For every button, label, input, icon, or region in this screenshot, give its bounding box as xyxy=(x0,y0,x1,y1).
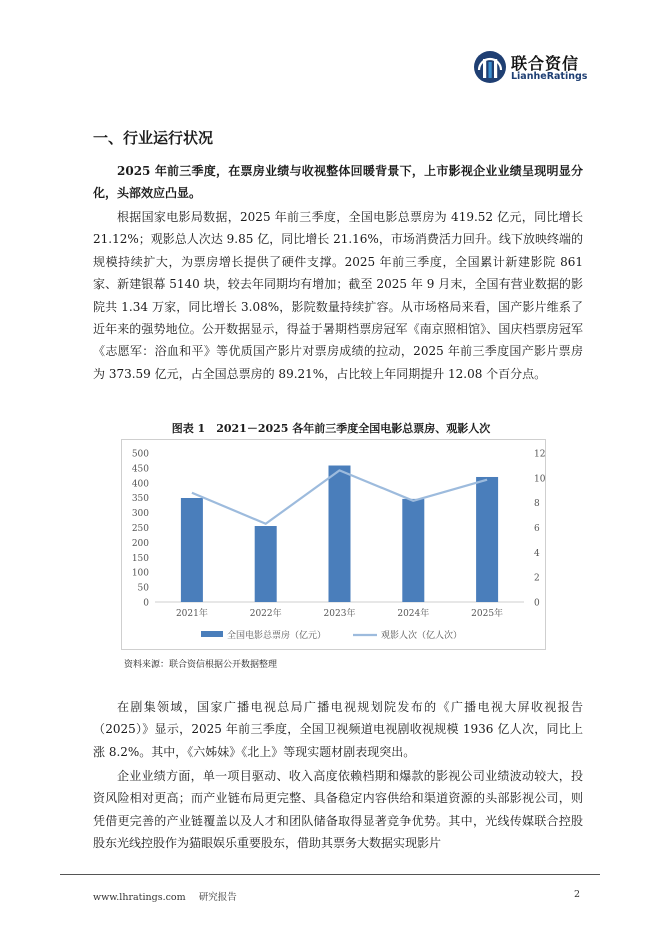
left-axis-tick: 150 xyxy=(131,553,149,564)
x-axis-tick: 2021年 xyxy=(175,609,208,619)
left-axis-tick: 500 xyxy=(131,449,149,460)
right-axis-tick: 6 xyxy=(534,524,540,534)
footer-divider xyxy=(60,874,600,875)
page-number: 2 xyxy=(574,889,581,900)
right-axis-tick: 4 xyxy=(534,548,540,559)
left-axis-tick: 100 xyxy=(131,568,149,579)
left-axis-tick: 0 xyxy=(143,598,149,609)
bar-box-office xyxy=(329,466,351,602)
legend-swatch-box-office xyxy=(201,631,223,637)
legend-label-audience: 观影人次（亿人次） xyxy=(381,631,463,641)
footer-website[interactable]: www.lhratings.com xyxy=(93,892,186,903)
right-axis-tick: 8 xyxy=(534,499,540,510)
bar-box-office xyxy=(255,526,277,602)
right-axis-tick: 10 xyxy=(534,474,546,485)
logo-text-en: LianheRatings xyxy=(511,71,588,82)
left-axis-tick: 450 xyxy=(131,464,149,475)
x-axis-tick: 2025年 xyxy=(471,609,504,619)
x-axis-tick: 2022年 xyxy=(249,609,282,619)
right-axis-tick: 0 xyxy=(534,598,540,609)
left-axis-tick: 200 xyxy=(131,538,149,549)
lead-paragraph: 2025 年前三季度，在票房业绩与收视整体回暖背景下，上市影视企业业绩呈现明显分化，头部效应凸显。 xyxy=(93,164,583,201)
left-axis-tick: 350 xyxy=(131,494,149,505)
left-axis-tick: 250 xyxy=(131,524,149,534)
tv-drama-paragraph: 在剧集领域，国家广播电视总局广播电视规划院发布的《广播电视大屏收视报告（2025）》显示，2025 年前三季度，全国卫视频道电视剧收视规模 1936 亿人次，同比上涨 8.2%。其中，《六姊妹》《北上》等现实题材剧表现突出。 xyxy=(93,700,583,759)
figure-source: 资料来源：联合资信根据公开数据整理 xyxy=(124,660,278,670)
company-performance-paragraph: 企业业绩方面，单一项目驱动、收入高度依赖档期和爆款的影视公司业绩波动较大，投资风险相对更高；而产业链布局更完整、具备稳定内容供给和渠道资源的头部影视公司，则凭借更完善的产业链覆盖以及人才和团队储备取得显著竞争优势。其中，光线传媒联合控股股东光线控股作为猫眼娱乐重要股东，借助其票务大数据实现影片 xyxy=(93,769,583,851)
company-logo xyxy=(473,50,603,86)
figure-title: 图表 1 2021－2025 各年前三季度全国电影总票房、观影人次 xyxy=(171,422,491,435)
logo-text-cn: 联合资信 xyxy=(511,54,580,73)
bar-box-office xyxy=(181,498,203,602)
left-axis-tick: 300 xyxy=(131,509,149,520)
lianhe-logo-icon xyxy=(473,50,507,84)
section-title: 一、行业运行状况 xyxy=(93,129,214,147)
x-axis-tick: 2024年 xyxy=(397,609,430,619)
x-axis-tick: 2023年 xyxy=(323,609,356,619)
legend-label-box-office: 全国电影总票房（亿元） xyxy=(227,631,327,641)
footer-info xyxy=(93,889,247,903)
right-axis-tick: 2 xyxy=(534,573,540,584)
bar-box-office xyxy=(402,499,424,602)
left-axis-tick: 400 xyxy=(131,479,149,490)
bar-box-office xyxy=(476,477,498,602)
right-axis-tick: 12 xyxy=(534,449,546,460)
footer-label: 研究报告 xyxy=(198,892,237,903)
box-office-chart xyxy=(121,439,546,650)
box-office-paragraph: 根据国家电影局数据，2025 年前三季度，全国电影总票房为 419.52 亿元，同比增长 21.12%；观影总人次达 9.85 亿，同比增长 21.16%，市场消费活力回升。线下放映终端的规模持续扩大，为票房增长提供了硬件支撑。2025 年前三季度，全国累计新建影院 861 家、新建银幕 5140 块，较去年同期均有增加；截至 2025 年 9 月末，全国有营业数据的影院共 1.34 万家，同比增长 3.08%，影院数量持续扩容。从市场格局来看，国产影片维系了近年来的强势地位。公开数据显示，得益于暑期档票房冠军《南京照相馆》、国庆档票房冠军《志愿军：浴血和平》等优质国产影片对票房成绩的拉动，2025 年前三季度国产影片票房为 373.59 亿元，占全国总票房的 89.21%，占比较上年同期提升 12.08 个百分点。 xyxy=(93,210,583,381)
left-axis-tick: 50 xyxy=(137,583,149,594)
